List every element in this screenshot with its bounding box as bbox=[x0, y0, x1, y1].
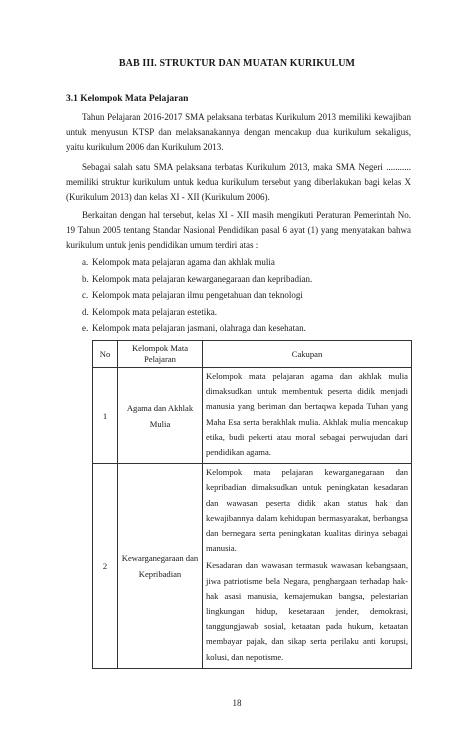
scope-paragraph: Kelompok mata pelajaran agama dan akhlak mulia dimaksudkan untuk membentuk peserta didik menjadi manusia yang beriman dan bertaqwa kepada Tuhan yang Maha Esa serta berakhlak mulia. Akhlak mulia mencakup etika, budi pekerti atau moral sebagai perwujudan dari pendidikan agama. bbox=[206, 371, 408, 458]
table-row bbox=[93, 368, 412, 464]
list-item bbox=[66, 320, 411, 337]
row-scope bbox=[203, 368, 412, 464]
paragraph-3 bbox=[66, 208, 411, 253]
list-item bbox=[66, 254, 411, 271]
list-item-text: Kelompok mata pelajaran agama dan akhlak mulia bbox=[92, 257, 275, 267]
list-item-text: Kelompok mata pelajaran estetika. bbox=[92, 306, 217, 317]
header-no: No bbox=[93, 341, 118, 368]
list-marker: c. bbox=[82, 290, 89, 300]
curriculum-table bbox=[92, 340, 412, 669]
section-heading: 3.1 Kelompok Mata Pelajaran bbox=[66, 94, 189, 104]
list-item bbox=[66, 271, 411, 288]
list-marker: a. bbox=[82, 257, 89, 267]
row-number: 2 bbox=[93, 464, 118, 669]
paragraph-1-text: Tahun Pelajaran 2016-2017 SMA pelaksana terbatas Kurikulum 2013 memiliki kewajiban untuk menyusun KTSP dan melaksanakannya dengan mencakup dua kurikulum sekaligus, yaitu kurikulum 2006 dan Kurikulum 2013. bbox=[66, 112, 411, 152]
paragraph-2 bbox=[66, 160, 411, 205]
row-group: Kewarganegaraan dan Kepribadian bbox=[118, 464, 203, 669]
table-row bbox=[93, 464, 412, 669]
scope-paragraph: Kelompok mata pelajaran kewarganegaraan dan kepribadian dimaksudkan untuk peningkatan kesadaran dan wawasan peserta didik akan status hak dan kewajibannya dalam kehidupan bermasyarakat, berbangsa dan bernegara serta peningkatan kualitas dirinya sebagai manusia. bbox=[206, 467, 408, 554]
page-number: 18 bbox=[232, 698, 242, 708]
row-scope bbox=[203, 464, 412, 669]
table-header-row bbox=[93, 341, 412, 368]
list-item bbox=[66, 287, 411, 304]
list-item-text: Kelompok mata pelajaran ilmu pengetahuan dan teknologi bbox=[92, 290, 303, 300]
header-scope: Cakupan bbox=[203, 341, 412, 368]
list-item-text: Kelompok mata pelajaran jasmani, olahraga dan kesehatan. bbox=[92, 323, 306, 333]
header-group: Kelompok Mata Pelajaran bbox=[118, 341, 203, 368]
subject-group-list bbox=[66, 254, 411, 337]
row-group: Agama dan Akhlak Mulia bbox=[118, 368, 203, 464]
list-marker: b. bbox=[82, 273, 89, 284]
paragraph-3-text: Berkaitan dengan hal tersebut, kelas XI - XII masih mengikuti Peraturan Pemerintah No. 19 Tahun 2005 tentang Standar Nasional Pendidikan pasal 6 ayat (1) yang menyatakan bahwa kurikulum untuk jenis pendidikan umum terdiri atas : bbox=[66, 210, 411, 250]
row-number: 1 bbox=[93, 368, 118, 464]
list-marker: d. bbox=[82, 306, 89, 317]
paragraph-1 bbox=[66, 110, 411, 155]
list-item-text: Kelompok mata pelajaran kewarganegaraan dan kepribadian. bbox=[92, 273, 313, 284]
list-item bbox=[66, 304, 411, 321]
chapter-title: BAB III. STRUKTUR DAN MUATAN KURIKULUM bbox=[118, 58, 356, 69]
paragraph-2-text: Sebagai salah satu SMA pelaksana terbatas Kurikulum 2013, maka SMA Negeri ........... memiliki struktur kurikulum untuk kedua kurikulum tersebut yang diberlakukan bagi kelas X (Kurikulum 2013) dan kelas XI - XII (Kurikulum 2006). bbox=[66, 162, 411, 202]
scope-paragraph: Kesadaran dan wawasan termasuk wawasan kebangsaan, jiwa patriotisme bela Negara, penghargaan terhadap hak-hak asasi manusia, kemajemukan bangsa, pelestarian lingkungan hidup, kesetaraan jender, demokrasi, tanggungjawab sosial, ketaatan pada hukum, ketaatan membayar pajak, dan sikap serta perilaku anti korupsi, kolusi, dan nepotisme. bbox=[206, 560, 408, 662]
list-marker: e. bbox=[82, 323, 89, 333]
